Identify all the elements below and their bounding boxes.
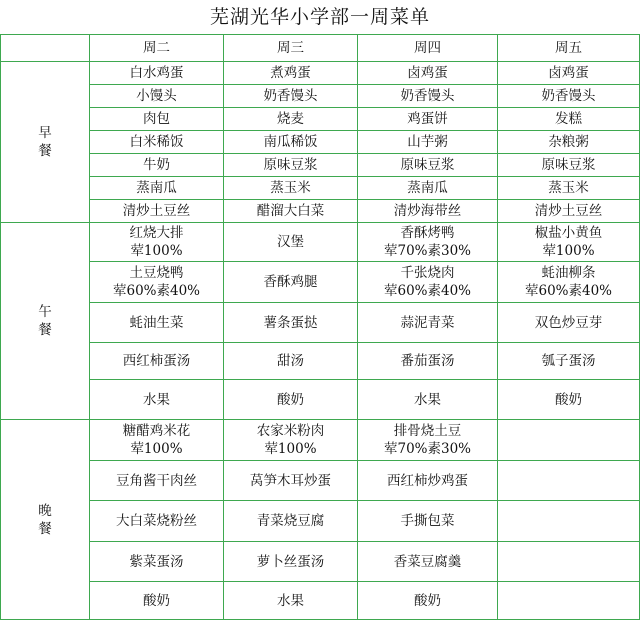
- meal-char: 餐: [38, 322, 52, 338]
- dish-name: 香菜豆腐羹: [393, 553, 462, 570]
- lunch-row: [1, 223, 640, 262]
- dish-name: 汉堡: [277, 234, 304, 250]
- dish-name: 糖醋鸡米花: [122, 423, 191, 439]
- header-row: [1, 35, 640, 62]
- meat-veg-ratio: 荤60%素40%: [112, 283, 200, 299]
- dish-cell: [358, 262, 498, 303]
- dish-cell: [90, 380, 224, 420]
- dish-cell: [358, 303, 498, 343]
- meal-label-dinner: [1, 420, 90, 620]
- dish-name: 西红柿炒鸡蛋: [387, 472, 468, 489]
- breakfast-row: [1, 177, 640, 200]
- dish-cell: 煮鸡蛋: [224, 62, 358, 85]
- dish-name: 香酥烤鸭: [400, 225, 455, 241]
- dish-cell: [224, 542, 358, 582]
- dinner-row: [1, 582, 640, 620]
- dish-name: 大白菜烧粉丝: [116, 513, 197, 529]
- meat-veg-ratio: 荤70%素30%: [383, 243, 471, 259]
- day-header: 周四: [358, 35, 498, 62]
- dish-name: 水果: [277, 592, 304, 609]
- dish-name: 土豆烧鸭: [129, 265, 184, 281]
- dish-cell: 烧麦: [224, 108, 358, 131]
- dish-cell: 奶香馒头: [224, 85, 358, 108]
- dish-cell: [90, 262, 224, 303]
- dish-cell: [224, 380, 358, 420]
- meal-label-breakfast: [1, 62, 90, 223]
- meal-char: 午: [38, 304, 52, 320]
- dish-cell: 蒸南瓜: [90, 177, 224, 200]
- dish-cell: [224, 501, 358, 542]
- dish-name: 薯条蛋挞: [263, 314, 318, 331]
- breakfast-row: [1, 154, 640, 177]
- dish-cell: [90, 343, 224, 380]
- dish-cell: [358, 542, 498, 582]
- breakfast-row: [1, 62, 640, 85]
- corner-cell: [1, 35, 90, 62]
- dish-name: 酸奶: [277, 391, 304, 408]
- dish-cell: 山芋粥: [358, 131, 498, 154]
- dish-cell: 醋溜大白菜: [224, 200, 358, 223]
- day-header: 周三: [224, 35, 358, 62]
- dinner-row: [1, 501, 640, 542]
- empty-cell: [498, 420, 640, 461]
- dish-cell: [358, 582, 498, 620]
- dish-cell: [224, 262, 358, 303]
- dish-cell: [90, 461, 224, 501]
- breakfast-row: [1, 200, 640, 223]
- dish-cell: [358, 461, 498, 501]
- dish-cell: [90, 303, 224, 343]
- dish-name: 酸奶: [555, 391, 582, 408]
- dish-cell: [224, 582, 358, 620]
- dish-name: 番茄蛋汤: [400, 353, 455, 369]
- meat-veg-ratio: 荤100%: [130, 243, 183, 259]
- dish-name: 香酥鸡腿: [263, 274, 318, 290]
- dish-name: 紫菜蛋汤: [129, 553, 184, 570]
- dish-cell: 南瓜稀饭: [224, 131, 358, 154]
- meal-char: 餐: [38, 143, 52, 159]
- dish-cell: 鸡蛋饼: [358, 108, 498, 131]
- dish-name: 蒜泥青菜: [400, 314, 455, 331]
- breakfast-row: [1, 85, 640, 108]
- dish-name: 萝卜丝蛋汤: [256, 553, 325, 570]
- dish-cell: [358, 380, 498, 420]
- dish-name: 蚝油柳条: [541, 265, 596, 281]
- dish-name: 豆角酱干肉丝: [116, 472, 197, 489]
- meat-veg-ratio: 荤60%素40%: [524, 283, 612, 299]
- meal-char: 餐: [38, 520, 52, 537]
- dish-cell: [224, 343, 358, 380]
- dish-cell: [498, 262, 640, 303]
- dish-name: 甜汤: [277, 353, 304, 369]
- dish-name: 手撕包菜: [400, 513, 455, 529]
- dish-name: 瓠子蛋汤: [541, 353, 596, 369]
- dish-cell: [224, 223, 358, 262]
- empty-cell: [498, 501, 640, 542]
- dish-cell: [224, 420, 358, 461]
- dish-name: 农家米粉肉: [256, 423, 325, 439]
- dish-cell: [224, 461, 358, 501]
- dish-cell: [358, 343, 498, 380]
- dish-cell: [498, 303, 640, 343]
- meat-veg-ratio: 荤100%: [264, 441, 317, 457]
- dish-cell: 蒸南瓜: [358, 177, 498, 200]
- lunch-row: [1, 262, 640, 303]
- day-header: 周五: [498, 35, 640, 62]
- breakfast-row: [1, 131, 640, 154]
- dish-name: 千张烧肉: [400, 265, 455, 281]
- dish-cell: 清炒土豆丝: [498, 200, 640, 223]
- dish-cell: 白水鸡蛋: [90, 62, 224, 85]
- dish-cell: 小馒头: [90, 85, 224, 108]
- dish-cell: [498, 223, 640, 262]
- dish-cell: 蒸玉米: [498, 177, 640, 200]
- dish-name: 青菜烧豆腐: [256, 513, 325, 529]
- dish-name: 莴笋木耳炒蛋: [250, 472, 331, 489]
- empty-cell: [498, 582, 640, 620]
- empty-cell: [498, 542, 640, 582]
- meal-char: 晚: [38, 502, 52, 519]
- dish-name: 双色炒豆芽: [534, 314, 603, 331]
- dish-cell: [498, 343, 640, 380]
- dish-cell: [224, 303, 358, 343]
- dish-cell: [90, 501, 224, 542]
- dish-name: 水果: [143, 391, 170, 408]
- dinner-row: [1, 420, 640, 461]
- dish-name: 西红柿蛋汤: [122, 353, 191, 369]
- dish-name: 椒盐小黄鱼: [534, 225, 603, 241]
- meat-veg-ratio: 荤70%素30%: [383, 441, 471, 457]
- dish-cell: [90, 582, 224, 620]
- dish-cell: 奶香馒头: [358, 85, 498, 108]
- dish-cell: 原味豆浆: [358, 154, 498, 177]
- lunch-row: [1, 303, 640, 343]
- dish-cell: 原味豆浆: [224, 154, 358, 177]
- dish-cell: 杂粮粥: [498, 131, 640, 154]
- dish-cell: 牛奶: [90, 154, 224, 177]
- dish-cell: 奶香馒头: [498, 85, 640, 108]
- dish-cell: 原味豆浆: [498, 154, 640, 177]
- empty-cell: [498, 461, 640, 501]
- dish-name: 水果: [414, 391, 441, 408]
- dish-cell: 卤鸡蛋: [358, 62, 498, 85]
- dish-cell: 发糕: [498, 108, 640, 131]
- dish-name: 酸奶: [143, 592, 170, 609]
- day-header: 周二: [90, 35, 224, 62]
- dish-cell: 清炒土豆丝: [90, 200, 224, 223]
- dish-cell: 蒸玉米: [224, 177, 358, 200]
- lunch-row: [1, 380, 640, 420]
- dish-cell: [90, 223, 224, 262]
- dish-name: 排骨烧土豆: [393, 423, 462, 439]
- meal-label-lunch: [1, 223, 90, 420]
- dish-cell: [90, 420, 224, 461]
- lunch-row: [1, 343, 640, 380]
- meat-veg-ratio: 荤100%: [542, 243, 595, 259]
- weekly-menu-table: [0, 34, 640, 620]
- menu-title: 芜湖光华小学部一周菜单: [209, 6, 430, 28]
- dish-cell: [498, 380, 640, 420]
- breakfast-row: [1, 108, 640, 131]
- dish-cell: [358, 420, 498, 461]
- meal-char: 早: [38, 125, 52, 141]
- dish-name: 蚝油生菜: [129, 314, 184, 331]
- dish-cell: [358, 223, 498, 262]
- meat-veg-ratio: 荤60%素40%: [383, 283, 471, 299]
- dish-cell: 卤鸡蛋: [498, 62, 640, 85]
- dish-name: 红烧大排: [129, 225, 184, 241]
- dish-cell: 白米稀饭: [90, 131, 224, 154]
- dish-cell: [90, 542, 224, 582]
- dinner-row: [1, 542, 640, 582]
- dinner-row: [1, 461, 640, 501]
- dish-cell: 肉包: [90, 108, 224, 131]
- dish-cell: 清炒海带丝: [358, 200, 498, 223]
- dish-name: 酸奶: [414, 592, 441, 609]
- meat-veg-ratio: 荤100%: [130, 441, 183, 457]
- dish-cell: [358, 501, 498, 542]
